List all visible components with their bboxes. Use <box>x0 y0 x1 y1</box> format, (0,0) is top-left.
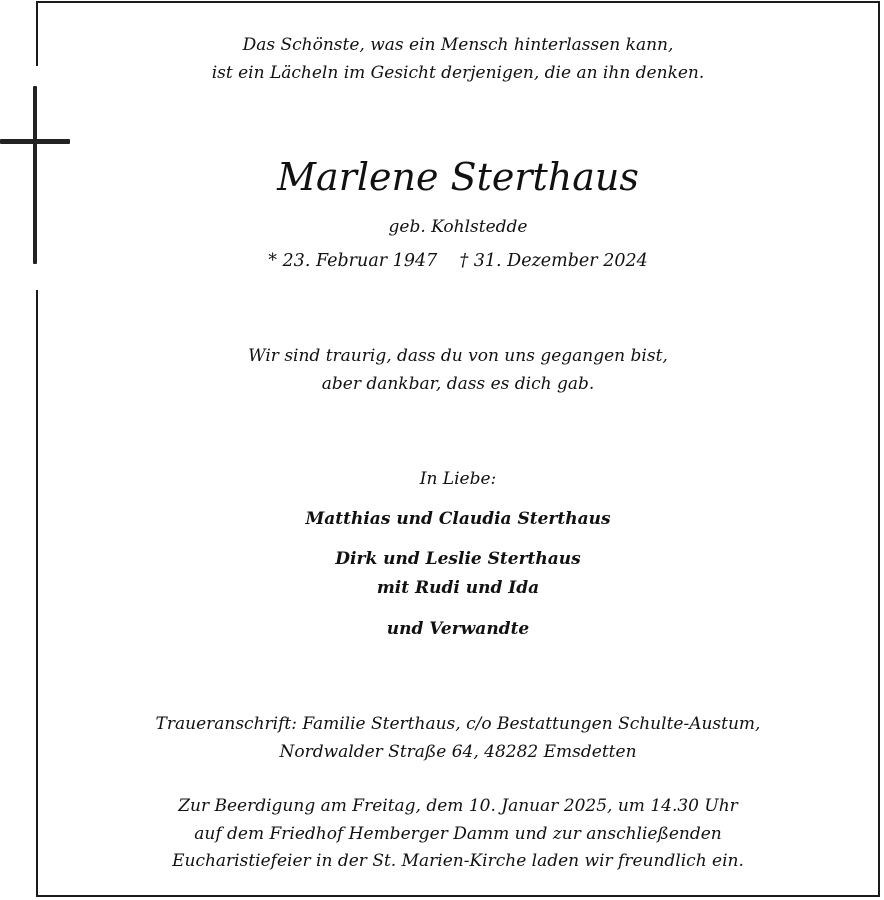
birth-name: geb. Kohlstedde <box>388 217 528 237</box>
notice-frame <box>36 1 880 897</box>
mourner-family-2-line1: Dirk und Leslie Sterthaus <box>335 549 581 569</box>
quote-top-line2: ist ein Lächeln im Gesicht derjenigen, die an ihn denken. <box>211 63 705 83</box>
deceased-name: Marlene Sterthaus <box>277 155 639 199</box>
funeral-line1: Zur Beerdigung am Freitag, dem 10. Januar 2025, um 14.30 Uhr <box>178 796 738 816</box>
mourner-family-2-line2: mit Rudi und Ida <box>376 578 540 598</box>
address-line1: Traueranschrift: Familie Sterthaus, c/o Bestattungen Schulte-Austum, <box>155 714 761 734</box>
mourner-relatives: und Verwandte <box>386 619 530 639</box>
quote-middle-line2: aber dankbar, dass es dich gab. <box>321 374 595 394</box>
funeral-line2: auf dem Friedhof Hemberger Damm und zur anschließenden <box>194 824 722 844</box>
life-dates: * 23. Februar 1947 † 31. Dezember 2024 <box>268 251 648 271</box>
funeral-line3: Eucharistiefeier in der St. Marien-Kirche laden wir freundlich ein. <box>172 851 744 871</box>
quote-top-line1: Das Schönste, was ein Mensch hinterlassen kann, <box>242 35 674 55</box>
mourners-intro: In Liebe: <box>419 469 497 489</box>
address-line2: Nordwalder Straße 64, 48282 Emsdetten <box>279 742 637 762</box>
mourner-family-1: Matthias und Claudia Sterthaus <box>305 509 611 529</box>
quote-middle-line1: Wir sind traurig, dass du von uns gegangen bist, <box>248 346 668 366</box>
cross-horizontal-bar <box>0 139 70 144</box>
